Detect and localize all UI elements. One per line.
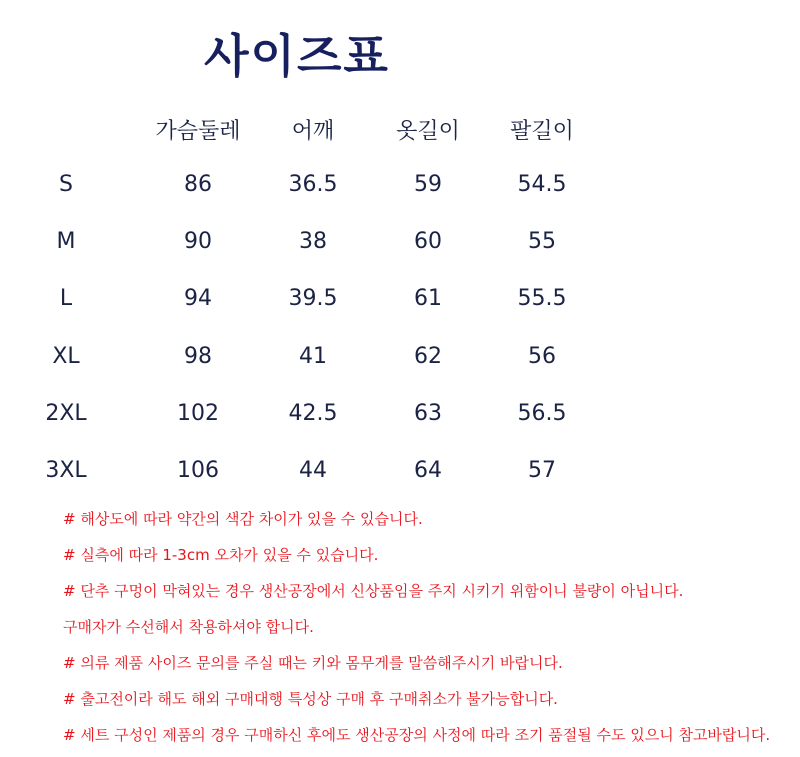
notice-item: # 단추 구멍이 막혀있는 경우 생산공장에서 신상품임을 주지 시키기 위함이니 불량이 아닙니다. (63, 582, 684, 600)
table-cell: 86 (184, 172, 212, 197)
column-header-chest: 가슴둘레 (155, 119, 241, 144)
page-title: 사이즈표 (204, 29, 390, 83)
table-cell: 55.5 (517, 286, 567, 311)
notice-item: # 해상도에 따라 약간의 색감 차이가 있을 수 있습니다. (63, 510, 423, 528)
table-cell: 54.5 (517, 172, 567, 197)
table-cell: 102 (177, 401, 219, 426)
table-cell: 62 (414, 344, 442, 369)
table-cell: 42.5 (288, 401, 338, 426)
table-cell: 63 (414, 401, 442, 426)
column-header-shoulder: 어깨 (291, 119, 335, 144)
column-header-length: 옷길이 (396, 119, 460, 144)
notice-item: 구매자가 수선해서 착용하셔야 합니다. (63, 618, 314, 636)
table-cell: 36.5 (288, 172, 338, 197)
table-cell: 64 (414, 458, 442, 483)
row-size-label: S (59, 172, 73, 197)
table-cell: 55 (528, 229, 556, 254)
table-cell: 90 (184, 229, 212, 254)
row-size-label: M (56, 229, 76, 254)
table-cell: 56.5 (517, 401, 567, 426)
notice-item: # 출고전이라 해도 해외 구매대행 특성상 구매 후 구매취소가 불가능합니다. (63, 690, 558, 708)
table-cell: 60 (414, 229, 442, 254)
table-cell: 41 (299, 344, 327, 369)
table-cell: 39.5 (288, 286, 338, 311)
column-header-sleeve: 팔길이 (510, 119, 574, 144)
notice-item: # 의류 제품 사이즈 문의를 주실 때는 키와 몸무게를 말씀해주시기 바랍니다. (63, 654, 563, 672)
table-cell: 59 (414, 172, 442, 197)
table-cell: 44 (299, 458, 327, 483)
table-cell: 61 (414, 286, 442, 311)
table-cell: 57 (528, 458, 556, 483)
row-size-label: L (59, 286, 73, 311)
row-size-label: 2XL (45, 401, 87, 426)
notice-item: # 세트 구성인 제품의 경우 구매하신 후에도 생산공장의 사정에 따라 조기 품절될 수도 있으니 참고바랍니다. (63, 726, 771, 744)
table-cell: 106 (177, 458, 219, 483)
table-cell: 98 (184, 344, 212, 369)
table-cell: 94 (184, 286, 212, 311)
row-size-label: XL (52, 344, 80, 369)
row-size-label: 3XL (45, 458, 87, 483)
notice-item: # 실측에 따라 1-3cm 오차가 있을 수 있습니다. (63, 546, 379, 564)
table-cell: 56 (528, 344, 556, 369)
table-cell: 38 (299, 229, 327, 254)
